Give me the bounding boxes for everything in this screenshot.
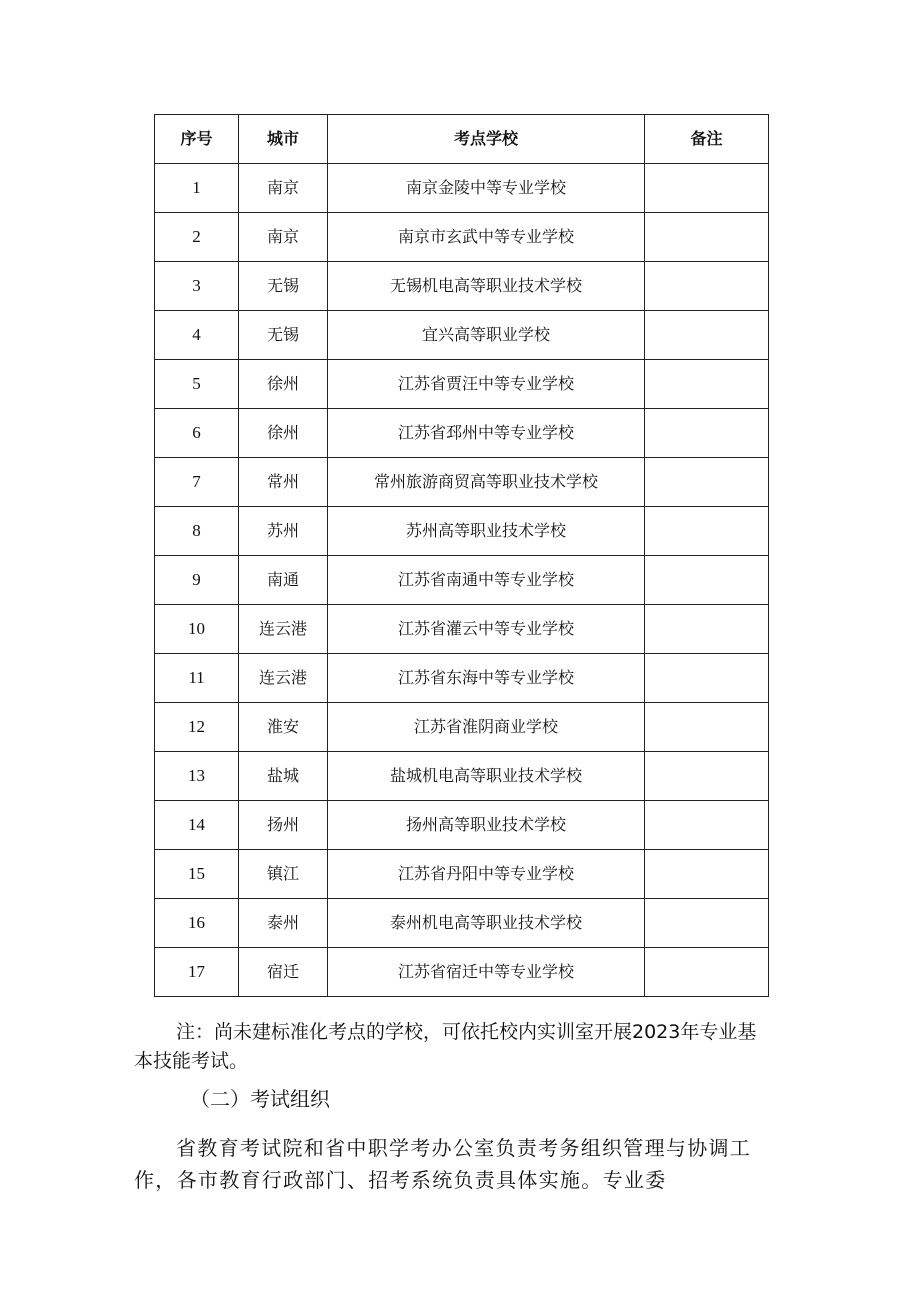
cell-remark (645, 899, 769, 948)
cell-remark (645, 213, 769, 262)
table-row (155, 850, 769, 899)
cell-serial-number: 16 (155, 899, 239, 948)
header-exam-school: 考点学校 (328, 115, 645, 164)
cell-remark (645, 605, 769, 654)
cell-remark (645, 850, 769, 899)
cell-city: 无锡 (239, 262, 328, 311)
cell-exam-school: 江苏省贾汪中等专业学校 (328, 360, 645, 409)
table-row (155, 507, 769, 556)
cell-city: 苏州 (239, 507, 328, 556)
cell-serial-number: 14 (155, 801, 239, 850)
cell-serial-number: 8 (155, 507, 239, 556)
cell-serial-number: 17 (155, 948, 239, 997)
table-row (155, 409, 769, 458)
cell-exam-school: 江苏省东海中等专业学校 (328, 654, 645, 703)
section-heading: （二）考试组织 (190, 1087, 330, 1111)
table-row (155, 899, 769, 948)
cell-city: 南京 (239, 164, 328, 213)
cell-exam-school: 江苏省灌云中等专业学校 (328, 605, 645, 654)
table-row (155, 801, 769, 850)
cell-city: 徐州 (239, 360, 328, 409)
cell-remark (645, 801, 769, 850)
cell-serial-number: 3 (155, 262, 239, 311)
table-row (155, 458, 769, 507)
cell-remark (645, 164, 769, 213)
cell-city: 镇江 (239, 850, 328, 899)
body-paragraph: 省教育考试院和省中职学考办公室负责考务组织管理与协调工作，各市教育行政部门、招考系统负责具体实施。专业委 (134, 1136, 752, 1192)
cell-remark (645, 948, 769, 997)
cell-serial-number: 12 (155, 703, 239, 752)
table-row (155, 948, 769, 997)
header-city: 城市 (239, 115, 328, 164)
cell-serial-number: 2 (155, 213, 239, 262)
cell-city: 南京 (239, 213, 328, 262)
cell-exam-school: 南京金陵中等专业学校 (328, 164, 645, 213)
cell-serial-number: 5 (155, 360, 239, 409)
cell-remark (645, 360, 769, 409)
cell-remark (645, 507, 769, 556)
cell-city: 淮安 (239, 703, 328, 752)
table-row (155, 703, 769, 752)
cell-serial-number: 11 (155, 654, 239, 703)
cell-serial-number: 10 (155, 605, 239, 654)
cell-city: 扬州 (239, 801, 328, 850)
cell-city: 无锡 (239, 311, 328, 360)
table-header-row (155, 115, 769, 164)
table-row (155, 213, 769, 262)
cell-city: 南通 (239, 556, 328, 605)
table-row (155, 262, 769, 311)
cell-serial-number: 13 (155, 752, 239, 801)
table-row (155, 654, 769, 703)
cell-serial-number: 7 (155, 458, 239, 507)
table-row (155, 556, 769, 605)
cell-remark (645, 311, 769, 360)
cell-exam-school: 南京市玄武中等专业学校 (328, 213, 645, 262)
cell-serial-number: 15 (155, 850, 239, 899)
table-row (155, 311, 769, 360)
cell-exam-school: 常州旅游商贸高等职业技术学校 (328, 458, 645, 507)
header-remark: 备注 (645, 115, 769, 164)
cell-exam-school: 泰州机电高等职业技术学校 (328, 899, 645, 948)
cell-remark (645, 752, 769, 801)
cell-city: 连云港 (239, 605, 328, 654)
exam-site-table (154, 114, 769, 997)
table-row (155, 605, 769, 654)
cell-exam-school: 无锡机电高等职业技术学校 (328, 262, 645, 311)
cell-exam-school: 扬州高等职业技术学校 (328, 801, 645, 850)
cell-city: 宿迁 (239, 948, 328, 997)
table-row (155, 164, 769, 213)
cell-exam-school: 江苏省宿迁中等专业学校 (328, 948, 645, 997)
cell-exam-school: 江苏省淮阴商业学校 (328, 703, 645, 752)
cell-city: 徐州 (239, 409, 328, 458)
cell-remark (645, 556, 769, 605)
cell-city: 常州 (239, 458, 328, 507)
cell-exam-school: 江苏省南通中等专业学校 (328, 556, 645, 605)
cell-exam-school: 江苏省丹阳中等专业学校 (328, 850, 645, 899)
cell-remark (645, 458, 769, 507)
cell-serial-number: 6 (155, 409, 239, 458)
cell-remark (645, 703, 769, 752)
cell-serial-number: 4 (155, 311, 239, 360)
table-footnote: 注：尚未建标准化考点的学校，可依托校内实训室开展2023年专业基本技能考试。 (134, 1021, 757, 1072)
cell-remark (645, 654, 769, 703)
cell-exam-school: 江苏省邳州中等专业学校 (328, 409, 645, 458)
cell-serial-number: 9 (155, 556, 239, 605)
cell-exam-school: 宜兴高等职业学校 (328, 311, 645, 360)
table-row (155, 752, 769, 801)
cell-exam-school: 盐城机电高等职业技术学校 (328, 752, 645, 801)
table-row (155, 360, 769, 409)
cell-city: 泰州 (239, 899, 328, 948)
cell-city: 连云港 (239, 654, 328, 703)
cell-city: 盐城 (239, 752, 328, 801)
cell-serial-number: 1 (155, 164, 239, 213)
cell-remark (645, 409, 769, 458)
cell-exam-school: 苏州高等职业技术学校 (328, 507, 645, 556)
header-serial-number: 序号 (155, 115, 239, 164)
cell-remark (645, 262, 769, 311)
